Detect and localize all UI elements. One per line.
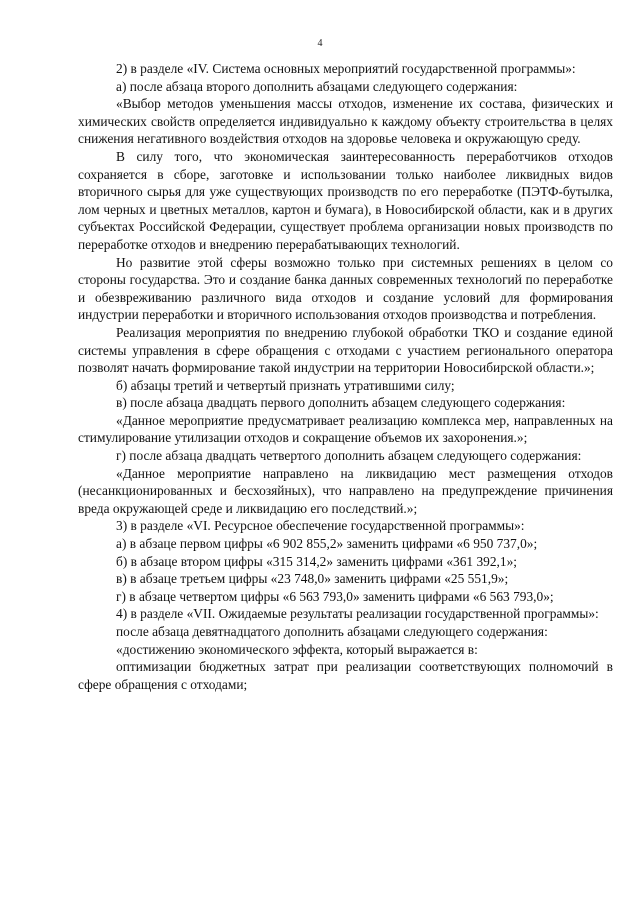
page-number: 4: [317, 38, 323, 49]
paragraph-funding-v: в) в абзаце третьем цифры «23 748,0» заменить цифрами «25 551,9»;: [116, 571, 509, 587]
paragraph-tko-processing: Реализация мероприятия по внедрению глубокой обработки ТКО и создание единой системы управления в сфере обращения с отходами с участием регионального оператора позволят начать формирование такой индустрии на территории Новосибирской области.»;: [78, 324, 613, 376]
paragraph-waste-methods: «Выбор методов уменьшения массы отходов, изменение их состава, физических и химических свойств определяется индивидуально к каждому объекту строительства в целях снижения негативного воздействия отходов на здоровье человека и окружающую среду.: [78, 96, 613, 147]
paragraph-funding-g: г) в абзаце четвертом цифры «6 563 793,0» заменить цифрами «6 563 793,0»;: [116, 588, 554, 604]
paragraph-funding-a: а) в абзаце первом цифры «6 902 855,2» заменить цифрами «6 950 737,0»;: [116, 536, 538, 552]
paragraph-item-g: г) после абзаца двадцать четвертого дополнить абзацем следующего содержания:: [116, 448, 582, 464]
paragraph-budget-optimization: оптимизации бюджетных затрат при реализации соответствующих полномочий в сфере обращения с отходами;: [78, 659, 613, 692]
paragraph-item-v: в) после абзаца двадцать первого дополнить абзацем следующего содержания:: [116, 395, 566, 411]
paragraph-item-b: б) абзацы третий и четвертый признать утратившими силу;: [116, 377, 455, 393]
paragraph-section-6-heading: 3) в разделе «VI. Ресурсное обеспечение государственной программы»:: [116, 518, 525, 534]
paragraph-funding-b: б) в абзаце втором цифры «315 314,2» заменить цифрами «361 392,1»;: [116, 553, 517, 569]
paragraph-liquidation-measure: «Данное мероприятие направлено на ликвидацию мест размещения отходов (несанкционированных и бесхозяйных), что направлено на предупреждение причинения вреда окружающей среде и ликвидацию его последствий.»;: [78, 465, 613, 516]
document-body: [78, 60, 613, 693]
paragraph-economic-interest: В силу того, что экономическая заинтересованность переработчиков отходов сохраняется в сборе, заготовке и использовании только наиболее ликвидных видов вторичного сырья для уже существующих производств по его переработке (ПЭТФ-бутылка, лом черных и цветных металлов, картон и бумага), в Новосибирской области, как и в других субъектах Российской Федерации, существует проблема организации новых производств по переработке отходов и внедрению перерабатывающих технологий.: [78, 148, 613, 252]
paragraph-item-a: а) после абзаца второго дополнить абзацами следующего содержания:: [116, 78, 518, 94]
paragraph-section-4-heading: 2) в разделе «IV. Система основных мероприятий государственной программы»:: [116, 61, 576, 76]
paragraph-state-solutions: Но развитие этой сферы возможно только при системных решениях в целом со стороны государства. Это и создание банка данных современных технологий по переработке и обезвреживанию различного вида отходов и создание условий для формирования индустрии переработки и вторичного использования отходов производства и потребления.: [78, 254, 613, 323]
paragraph-utilization-measure: «Данное мероприятие предусматривает реализацию комплекса мер, направленных на стимулирование утилизации отходов и сокращение объемов их захоронения.»;: [78, 412, 613, 446]
paragraph-after-19th: после абзаца девятнадцатого дополнить абзацами следующего содержания:: [116, 624, 548, 639]
paragraph-economic-effect: «достижению экономического эффекта, который выражается в:: [116, 641, 478, 657]
paragraph-section-7-heading: 4) в разделе «VII. Ожидаемые результаты реализации государственной программы»:: [116, 606, 599, 622]
